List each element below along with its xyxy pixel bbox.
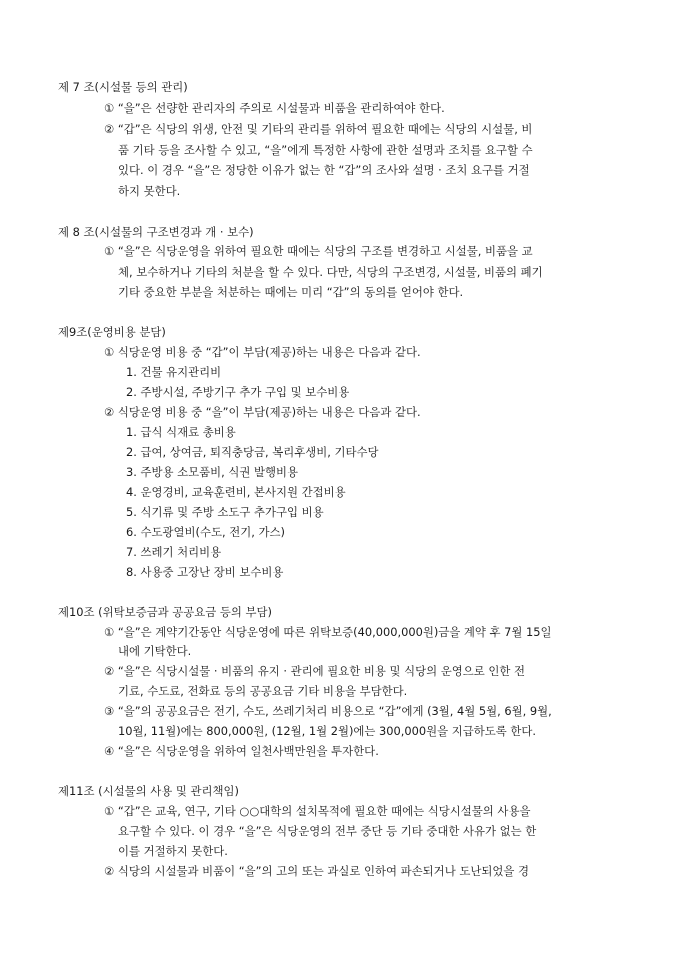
article-8-heading: 제 8 조(시설물의 구조변경과 개 · 보수) (58, 225, 254, 239)
article-7-heading: 제 7 조(시설물 등의 관리) (58, 80, 188, 94)
article-10-clause-3: ③ “을”의 공공요금은 전기, 수도, 쓰레기처리 비용으로 “갑”에게 (3월, 4월 5월, 6월, 9월, (104, 704, 552, 718)
list-item: 1. 건물 유지관리비 (126, 365, 222, 379)
article-10-clause-2: ② “을”은 식당시설물 · 비품의 유지 · 관리에 필요한 비용 및 식당의 운영으로 인한 전 (104, 664, 526, 678)
article-11-clause-1-cont: 이를 거절하지 못한다. (118, 844, 228, 858)
article-11-clause-1-cont: 요구할 수 있다. 이 경우 “을”은 식당운영의 전부 중단 등 기타 중대한 사유가 없는 한 (118, 824, 537, 838)
list-item: 1. 급식 식재료 총비용 (126, 425, 236, 439)
list-item: 6. 수도광열비(수도, 전기, 가스) (126, 525, 285, 539)
list-item: 2. 주방시설, 주방기구 추가 구입 및 보수비용 (126, 385, 350, 399)
list-item: 8. 사용중 고장난 장비 보수비용 (126, 565, 284, 579)
article-8-clause-1: ① “을”은 식당운영을 위하여 필요한 때에는 식당의 구조를 변경하고 시설물, 비품을 교 (104, 244, 533, 258)
article-9-heading: 제9조(운영비용 분담) (58, 325, 166, 339)
article-11-clause-1: ① “갑”은 교육, 연구, 기타 ○○대학의 설치목적에 필요한 때에는 식당시설물의 사용을 (104, 804, 531, 818)
article-10-clause-1-cont: 내에 기탁한다. (118, 644, 192, 658)
article-9-clause-2: ② 식당운영 비용 중 “을”이 부담(제공)하는 내용은 다음과 같다. (104, 405, 421, 419)
article-9-clause-1: ① 식당운영 비용 중 “갑”이 부담(제공)하는 내용은 다음과 같다. (104, 345, 421, 359)
article-7-clause-2: ② “갑”은 식당의 위생, 안전 및 기타의 관리를 위하여 필요한 때에는 식당의 시설물, 비 (104, 122, 533, 136)
article-10-clause-3-cont: 10월, 11월)에는 800,000원, (12월, 1월 2월)에는 300,000원을 지급하도록 한다. (118, 724, 537, 738)
list-item: 3. 주방용 소모품비, 식권 발행비용 (126, 465, 299, 479)
list-item: 5. 식기류 및 주방 소도구 추가구입 비용 (126, 505, 324, 519)
article-7-clause-2-cont: 하지 못한다. (118, 184, 181, 198)
article-7-clause-2-cont: 있다. 이 경우 “을”은 정당한 이유가 없는 한 “갑”의 조사와 설명 · 조치 요구를 거절 (118, 163, 530, 177)
article-8-clause-1-cont: 체, 보수하거나 기타의 처분을 할 수 있다. 다만, 식당의 구조변경, 시설물, 비품의 폐기 (118, 265, 543, 279)
article-7-clause-1: ① “을”은 선량한 관리자의 주의로 시설물과 비품을 관리하여야 한다. (104, 101, 445, 115)
article-8-clause-1-cont: 기타 중요한 부분을 처분하는 때에는 미리 “갑”의 동의를 얻어야 한다. (118, 285, 464, 299)
article-10-clause-4: ④ “을”은 식당운영을 위하여 일천사백만원을 투자한다. (104, 744, 379, 758)
list-item: 7. 쓰레기 처리비용 (126, 545, 222, 559)
article-7-clause-2-cont: 품 기타 등을 조사할 수 있고, “을”에게 특정한 사항에 관한 설명과 조치를 요구할 수 (118, 143, 533, 157)
article-10-heading: 제10조 (위탁보증금과 공공요금 등의 부담) (58, 605, 272, 619)
list-item: 2. 급여, 상여금, 퇴직충당금, 복리후생비, 기타수당 (126, 445, 379, 459)
list-item: 4. 운영경비, 교육훈련비, 본사지원 간접비용 (126, 485, 346, 499)
article-10-clause-2-cont: 기료, 수도료, 전화료 등의 공공요금 기타 비용을 부담한다. (118, 684, 408, 698)
article-10-clause-1: ① “을”은 계약기간동안 식당운영에 따른 위탁보증(40,000,000원)금을 계약 후 7월 15일 (104, 625, 552, 639)
article-11-heading: 제11조 (시설물의 사용 및 관리책임) (58, 784, 239, 798)
article-11-clause-2: ② 식당의 시설물과 비품이 “을”의 고의 또는 과실로 인하여 파손되거나 도난되었을 경 (104, 864, 529, 878)
